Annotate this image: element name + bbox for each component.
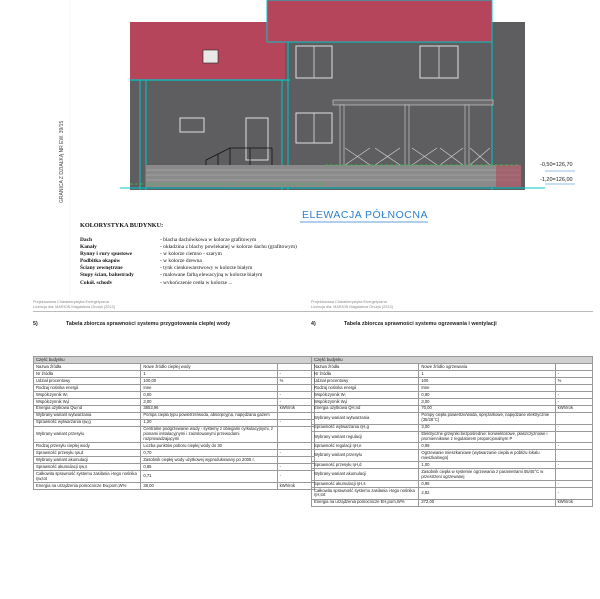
table-cell: Wybrany wariant przesyłu — [312, 450, 419, 462]
table-cell: 38,00 — [141, 483, 277, 490]
table-cell: 0,99 — [419, 443, 555, 450]
table-cell: Wybrany wariant wytwarzania — [34, 412, 141, 419]
table-cell: - — [277, 370, 314, 377]
table-cell — [555, 431, 592, 443]
table-cell: Część budynku — [34, 357, 315, 364]
table-cell: 1 — [141, 370, 277, 377]
table-row — [312, 398, 593, 405]
table-row — [34, 457, 315, 464]
table-cell: - — [555, 462, 592, 469]
table-row — [312, 424, 593, 431]
table-cell: Rodzaj przesyłu ciepłej wody — [34, 443, 141, 450]
table-cell: % — [277, 377, 314, 384]
table-cell: Pompa ciepła typu powietrze/woda, absorpcyjna, napędzana gazem — [141, 412, 277, 419]
table-cell: - — [555, 443, 592, 450]
table-cell: 0,00 — [141, 391, 277, 398]
table-cell: Udział procentowy — [34, 377, 141, 384]
boundary-label: GRANICA Z DZIAŁKĄ NR EW. 39/15 — [59, 120, 65, 203]
table-cell: 0,85 — [141, 464, 277, 471]
table-cell: Wybrany wariant akumulacji — [312, 469, 419, 481]
table-cell: kWh/rok — [277, 483, 314, 490]
page-header: Projektowana Charakterystyka Energetyczna Licencja dla: MARION Magdalena Orczyk [2013] — [33, 300, 315, 312]
table-cell: Energia użytkowa Qw,nd — [34, 405, 141, 412]
table-cell — [555, 384, 592, 391]
heating-efficiency-table — [311, 356, 593, 507]
table-cell: 3,00 — [419, 398, 555, 405]
table-cell: 0,70 — [141, 450, 277, 457]
table-cell: Nazwa źródła — [312, 363, 419, 370]
table-header-row — [312, 357, 593, 364]
table-cell: 1,00 — [419, 462, 555, 469]
table-cell — [277, 412, 314, 419]
table-cell: 0,95 — [419, 480, 555, 487]
table-cell: Ogrzewanie mieszkaniowe (wytwarzanie ciepła w pobliżu lokalu mieszkalnego) — [419, 450, 555, 462]
table-cell: 1 — [419, 370, 555, 377]
table-row — [312, 405, 593, 412]
table-cell: kWh/rok — [555, 405, 592, 412]
table-cell: Liczba punktów poboru ciepłej wody do 30 — [141, 443, 277, 450]
color-scheme-title: KOLORYSTYKA BUDYNKU: — [80, 222, 164, 229]
table-row — [34, 391, 315, 398]
table-cell: kWh/rok — [277, 405, 314, 412]
table-cell: Nr źródła — [312, 370, 419, 377]
table-cell — [277, 426, 314, 443]
table-row — [312, 391, 593, 398]
table-cell: Sprawność wytwarzania ηw,g — [34, 419, 141, 426]
table-cell: Zasobnik ciepła w systemie ogrzewania z parametrami 55/45°C w przestrzeni ogrzewanej — [419, 469, 555, 481]
table-header-row — [34, 357, 315, 364]
table-cell: Energia użytkowa QH,nd — [312, 405, 419, 412]
color-row: Kanały - okładzina z blachy powlekanej w kolorze dachu (grafitowym) — [80, 244, 297, 251]
table-cell: 2,82 — [419, 487, 555, 499]
left-page — [33, 300, 315, 599]
table-row — [312, 499, 593, 506]
table-cell: Współczynnik Wᵢ — [312, 391, 419, 398]
table-row — [34, 412, 315, 419]
elevation-drawing — [0, 0, 600, 296]
table-cell: - — [555, 370, 592, 377]
table-cell: Nowe źródło ogrzewania — [419, 363, 555, 370]
right-page — [311, 300, 593, 599]
table-row — [34, 363, 315, 370]
table-cell — [555, 412, 592, 424]
table-cell: Wybrany wariant przesyłu — [34, 426, 141, 443]
table-row — [312, 480, 593, 487]
table-row — [312, 384, 593, 391]
table-cell: Wybrany wariant wytwarzania — [312, 412, 419, 424]
table-cell: Inne — [419, 384, 555, 391]
table-row — [312, 443, 593, 450]
table-cell: Udział procentowy — [312, 377, 419, 384]
table-row — [34, 419, 315, 426]
table-cell: Centralne podgrzewanie wody - systemy z obiegami cyrkulacyjnymi, z pionami instalacyjnymi i zaizolowanymi przewodami rozprowadzającymi — [141, 426, 277, 443]
table-cell: 70,00 — [419, 405, 555, 412]
table-row — [34, 405, 315, 412]
table-cell: Pompy ciepła powietrze/woda, sprężarkowe, napędzane elektrycznie (35/28°C) — [419, 412, 555, 424]
table-cell: - — [277, 391, 314, 398]
table-cell: 0,71 — [141, 471, 277, 483]
table-cell: Nowe źródło ciepłej wody — [141, 363, 277, 370]
table-cell: Inne — [141, 384, 277, 391]
table-row — [312, 412, 593, 424]
table-cell — [555, 469, 592, 481]
table-cell: Wybrany wariant akumulacji — [34, 457, 141, 464]
table-cell: Elektryczne grzejniki bezpośrednie: konwektorowe, płaszczyznowe i promiennikowe z regulatorem proporcjonalnym P — [419, 431, 555, 443]
color-row: Rynny i rury spustowe - w kolorze ciemno - szarym — [80, 251, 222, 258]
table-row — [34, 377, 315, 384]
table-row — [312, 370, 593, 377]
table-cell: Zasobnik ciepłej wody użytkowej wyprodukowany po 2005 r. — [141, 457, 277, 464]
table-row — [34, 450, 315, 457]
table-cell: % — [555, 377, 592, 384]
table-cell: Nazwa źródła — [34, 363, 141, 370]
table-cell: Współczynnik Wᵢ — [34, 391, 141, 398]
table-row — [312, 363, 593, 370]
table-cell — [555, 450, 592, 462]
table-row — [312, 377, 593, 384]
section-heading: 4) Tabela zbiorcza sprawności systemu ogrzewania i wentylacji — [311, 321, 497, 328]
table-cell: - — [277, 471, 314, 483]
color-row: Stopy ścian, balustrady - malowane farbą elewacyjną w kolorze białym — [80, 272, 263, 279]
table-cell: Sprawność akumulacji ηH,s — [312, 480, 419, 487]
table-cell: - — [277, 419, 314, 426]
section-title: Tabela zbiorcza sprawności systemu przygotowania ciepłej wody — [66, 321, 231, 328]
table-cell: Sprawność regulacji ηH,e — [312, 443, 419, 450]
table-cell: Energia na urządzenia pomocnicze Ew,pom,W% — [34, 483, 141, 490]
table-cell: 100,00 — [141, 377, 277, 384]
table-row — [34, 471, 315, 483]
table-cell: 1,20 — [141, 419, 277, 426]
table-cell: Energia na urządzenia pomocnicze EH,pom,W% — [312, 499, 419, 506]
table-row — [312, 431, 593, 443]
section-heading: 5) Tabela zbiorcza sprawności systemu przygotowania ciepłej wody — [33, 321, 231, 328]
table-cell: kWh/rok — [555, 499, 592, 506]
table-cell — [277, 457, 314, 464]
table-cell: - — [555, 480, 592, 487]
table-cell: - — [555, 424, 592, 431]
table-row — [34, 464, 315, 471]
table-row — [34, 443, 315, 450]
table-cell: 3,00 — [419, 424, 555, 431]
color-row: Cokół, schody - wykończenie cegłą w kolorze ... — [80, 279, 233, 284]
table-cell: - — [555, 391, 592, 398]
table-cell: Sprawność przesyłu ηw,d — [34, 450, 141, 457]
table-row — [312, 487, 593, 499]
section-title: Tabela zbiorcza sprawności systemu ogrzewania i wentylacji — [344, 321, 497, 328]
elevation-title: ELEWACJA PÓŁNOCNA — [302, 209, 428, 221]
color-row: Dach - blacha dachówkowa w kolorze grafitowym — [80, 237, 257, 243]
table-cell: 3,00 — [141, 398, 277, 405]
table-cell: - — [277, 398, 314, 405]
table-cell: Część budynku — [312, 357, 593, 364]
table-row — [34, 483, 315, 490]
table-cell: 3853,96 — [141, 405, 277, 412]
table-cell — [555, 363, 592, 370]
table-cell: Całkowita sprawność systemu zasilania i-tego nośnika ηw,tot — [34, 471, 141, 483]
table-cell: - — [277, 464, 314, 471]
level-top-label: -0,50=126,70 — [540, 162, 573, 168]
color-scheme-legend — [80, 222, 410, 284]
page-header: Projektowana Charakterystyka Energetyczna Licencja dla: MARION Magdalena Orczyk [2013] — [311, 300, 593, 312]
table-cell — [277, 384, 314, 391]
table-cell — [277, 363, 314, 370]
table-row — [34, 370, 315, 377]
table-row — [312, 469, 593, 481]
level-bottom-label: -1,20=126,00 — [540, 177, 573, 183]
table-cell — [277, 443, 314, 450]
table-cell: Rodzaj nośnika energii — [34, 384, 141, 391]
table-cell: Sprawność wytwarzania ηH,g — [312, 424, 419, 431]
hot-water-efficiency-table — [33, 356, 315, 490]
table-cell: - — [555, 398, 592, 405]
table-row — [34, 384, 315, 391]
color-row: Ściany zewnętrzne - tynk cienkowarstwowy w kolorze białym — [80, 265, 253, 272]
table-cell: Wybrany wariant regulacji — [312, 431, 419, 443]
table-cell: Współczynnik Wₑl — [312, 398, 419, 405]
table-cell: Rodzaj nośnika energii — [312, 384, 419, 391]
table-cell: Sprawność przesyłu ηH,d — [312, 462, 419, 469]
table-cell: Sprawność akumulacji ηw,s — [34, 464, 141, 471]
table-cell: Całkowita sprawność systemu zasilania i-tego nośnika ηH,tot — [312, 487, 419, 499]
table-cell: - — [555, 487, 592, 499]
table-cell: 272,00 — [419, 499, 555, 506]
table-row — [34, 426, 315, 443]
table-cell: Nr źródła — [34, 370, 141, 377]
table-cell: Współczynnik Wₑl — [34, 398, 141, 405]
table-cell: - — [277, 450, 314, 457]
table-row — [34, 398, 315, 405]
table-cell: 100 — [419, 377, 555, 384]
table-row — [312, 450, 593, 462]
table-row — [312, 462, 593, 469]
color-row: Podbitka okapów - w kolorze drewna — [80, 258, 202, 265]
table-cell: 0,90 — [419, 391, 555, 398]
